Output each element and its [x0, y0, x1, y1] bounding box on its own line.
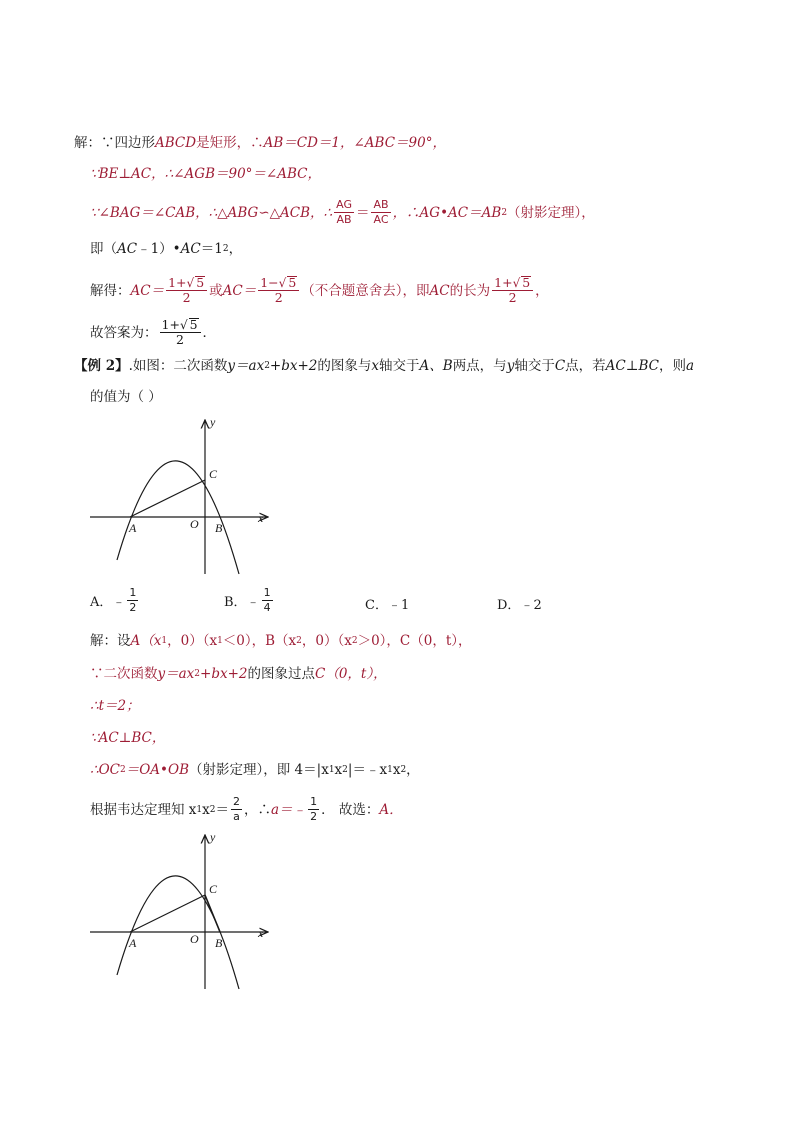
fraction-numerator [166, 276, 207, 291]
solution2-line4 [90, 729, 165, 747]
text: ， [406, 762, 420, 778]
math-text: ∵BE⊥AC，∴∠AGB＝90°＝∠ABC， [90, 166, 321, 182]
fraction [166, 276, 207, 305]
math-text: +bx+2 [269, 358, 318, 374]
numerator-text: 1+ [168, 275, 187, 290]
text: ． 故选： [321, 801, 380, 818]
fraction-numerator: 2 [233, 795, 240, 808]
fraction-numerator: 1 [129, 586, 137, 599]
solution1-line6 [90, 318, 216, 347]
math-text: ∴OC [90, 762, 120, 778]
fraction-denominator: AC [373, 213, 389, 226]
math-text: ，0）（x [301, 633, 352, 649]
text: （射影定理）， [507, 204, 595, 221]
fraction-denominator: 2 [310, 810, 318, 823]
math-text: +bx+2 [200, 666, 248, 682]
numerator-text: 1− [260, 275, 279, 290]
fraction-numerator [258, 276, 299, 291]
label-a: A [129, 521, 137, 535]
fraction [334, 198, 354, 227]
solution2-line2: ∵二次函数 y＝ax 2 +bx+2 的图象过点 C（0，t）， [90, 666, 387, 682]
fraction-denominator: AB [336, 213, 352, 226]
example2-question-line2 [90, 388, 162, 406]
text: 根据韦达定理知 x [90, 801, 197, 818]
radicand: 5 [189, 317, 198, 332]
fraction-numerator: 1 [263, 586, 271, 599]
text: ， [535, 282, 549, 299]
fraction [231, 795, 242, 824]
text: 两点，与 [452, 358, 507, 374]
math-text: A（x [130, 633, 162, 649]
math-text: C [554, 358, 566, 374]
solution1-line3: ∵∠BAG＝∠CAB，∴△ABG∽△ACB，∴ $\frac{AG}{AB}$ ＝ $\frac{AB}{AC}$ ，∴AG•AC＝AB 2 （射影定理）， [90, 198, 595, 226]
fraction-numerator [160, 318, 201, 333]
fraction-denominator: 2 [182, 290, 191, 305]
math-text: ABCD [155, 135, 197, 151]
text: 解得： [90, 282, 131, 299]
text: 解：设 [90, 633, 131, 649]
label-o: O [190, 932, 199, 946]
label-c: C [209, 882, 218, 896]
text: 的图象与 [317, 358, 372, 374]
choice-text: ﹣2 [520, 598, 542, 613]
math-text: AC⊥BC [605, 358, 659, 374]
sqrt-icon: √ [179, 318, 188, 332]
text: ，则 [658, 358, 686, 374]
choice-d[interactable] [497, 594, 542, 613]
text: 的值为（ ） [90, 389, 162, 405]
text: 是矩形，∴ [196, 135, 264, 151]
math-text: AC [429, 282, 450, 299]
text: （不合题意舍去），即 [301, 282, 430, 299]
fraction-denominator: 2 [274, 290, 283, 305]
math-text: A、B [419, 358, 453, 374]
label-y: y [210, 415, 216, 429]
math-text: ∵∠BAG＝∠CAB，∴△ABG∽△ACB，∴ [90, 204, 333, 221]
math-text: a [685, 358, 695, 374]
math-text: y [506, 358, 515, 374]
solution2-line5: ∴OC 2 ＝OA•OB （射影定理），即 4＝|x 1 x 2 |＝﹣x 1 x 2 ， [90, 762, 420, 778]
solution1-line1 [74, 134, 446, 152]
choice-c[interactable] [365, 594, 409, 613]
text: ﹣1）• [137, 241, 181, 257]
math-text: ，0）（x [167, 633, 218, 649]
solution2-line6: 根据韦达定理知 x 1 x 2 ＝ $\frac{2}{a}$ ，∴ a＝﹣ $\frac{1}{2}$ ． 故选： A． [90, 795, 403, 823]
choice-letter: A． [90, 595, 113, 610]
choice-b[interactable] [224, 586, 275, 615]
radicand: 5 [522, 275, 531, 290]
text: ∵二次函数 [90, 666, 158, 682]
math-text: ∴t＝2； [90, 698, 140, 714]
fraction-numerator: AG [336, 198, 352, 211]
fraction [258, 276, 299, 305]
text: ＝1 [200, 241, 223, 257]
fraction-denominator: 2 [176, 332, 184, 347]
label-x: x [258, 511, 264, 525]
solution1-line5 [90, 276, 549, 305]
fraction-denominator: a [233, 810, 240, 823]
solution1-line2 [90, 165, 321, 183]
math-text: a＝﹣ [271, 801, 307, 818]
segment-bc [205, 895, 220, 932]
example2-question-line1: 【例 2】 .如图：二次函数 y＝ax 2 +bx+2 的图象与 x 轴交于 A、B 两点，与 y 轴交于 C 点，若 AC⊥BC ，则 a [74, 358, 695, 374]
text: 或 [209, 282, 223, 299]
fraction-numerator: AB [373, 198, 389, 211]
choice-sign: ﹣ [112, 595, 126, 610]
math-text: y＝ax [157, 666, 195, 682]
text: 轴交于 [379, 358, 420, 374]
label-b: B [215, 936, 223, 950]
text: ， [228, 241, 243, 257]
numerator-text: 1+ [494, 275, 513, 290]
label-a: A [129, 936, 137, 950]
fraction-denominator: 4 [263, 601, 271, 614]
text: 轴交于 [514, 358, 555, 374]
sqrt-icon: √ [512, 276, 521, 290]
segment-ac [130, 895, 205, 932]
math-text: ＝OA•OB [125, 762, 190, 778]
text: .如图：二次函数 [128, 358, 228, 374]
math-text: y＝ax [227, 358, 265, 374]
choice-letter: B． [224, 595, 247, 610]
text: ，∴ [244, 801, 271, 818]
label-o: O [190, 517, 199, 531]
solution2-line3 [90, 697, 140, 715]
example-tag: 【例 2】 [74, 358, 129, 374]
fraction-denominator: 2 [129, 601, 137, 614]
label-y: y [210, 830, 216, 844]
text: （射影定理），即 4＝|x [189, 762, 329, 778]
fraction [262, 586, 273, 615]
solution2-line1: 解：设 A（x 1 ，0）（x 1 ＜0），B（x 2 ，0）（x 2 ＞0），C（0，t）， [90, 633, 472, 649]
text: |＝﹣x [347, 762, 388, 778]
text: 的图象过点 [247, 666, 315, 682]
text: 的长为 [449, 282, 491, 299]
sqrt-icon: √ [186, 276, 195, 290]
choice-letter: C． [365, 598, 388, 613]
text: ＝ [215, 801, 229, 818]
choice-a[interactable] [90, 586, 140, 615]
math-text: ＞0），C（0，t）， [357, 633, 472, 649]
choice-text: ﹣1 [387, 598, 410, 613]
fraction-numerator: 1 [310, 795, 318, 808]
text: 点，若 [565, 358, 606, 374]
math-text: ，∴AG•AC＝AB [392, 204, 502, 221]
math-text: AC [180, 241, 201, 257]
fraction [127, 586, 138, 615]
math-text: ∵AC⊥BC， [90, 730, 166, 746]
parabola-figure-2 [80, 825, 290, 995]
text: 即（ [90, 241, 117, 257]
segment-ac [130, 480, 205, 517]
math-text: AB＝CD＝1，∠ABC＝90°， [263, 135, 446, 151]
solution1-line4: 即（ AC ﹣1）• AC ＝1 2 ， [90, 241, 243, 257]
parabola-figure-1 [80, 410, 290, 580]
text: x [202, 801, 210, 818]
math-text: AC＝ [222, 282, 257, 299]
math-text: AC [117, 241, 138, 257]
equals-sign: ＝ [355, 204, 370, 221]
math-text: x [371, 358, 380, 374]
text: x [392, 762, 401, 778]
math-text: A． [379, 801, 403, 818]
fraction [492, 276, 533, 305]
radicand: 5 [288, 275, 297, 290]
text: 故答案为： [90, 324, 158, 341]
label-c: C [209, 467, 218, 481]
math-text: ＜0），B（x [222, 633, 297, 649]
solution-label: 解：∵四边形 [74, 135, 155, 151]
fraction-numerator [492, 276, 533, 291]
text: x [334, 762, 343, 778]
math-text: AC＝ [130, 282, 165, 299]
sqrt-icon: √ [278, 276, 287, 290]
radicand: 5 [196, 275, 205, 290]
choice-sign: ﹣ [246, 595, 260, 610]
math-text: C（0，t）， [315, 666, 387, 682]
label-b: B [215, 521, 223, 535]
choice-letter: D． [497, 598, 521, 613]
label-x: x [258, 926, 264, 940]
fraction [160, 318, 201, 347]
fraction [371, 198, 390, 227]
numerator-text: 1+ [161, 317, 180, 332]
fraction [308, 795, 319, 824]
text: ． [202, 324, 217, 341]
fraction-denominator: 2 [508, 290, 517, 305]
